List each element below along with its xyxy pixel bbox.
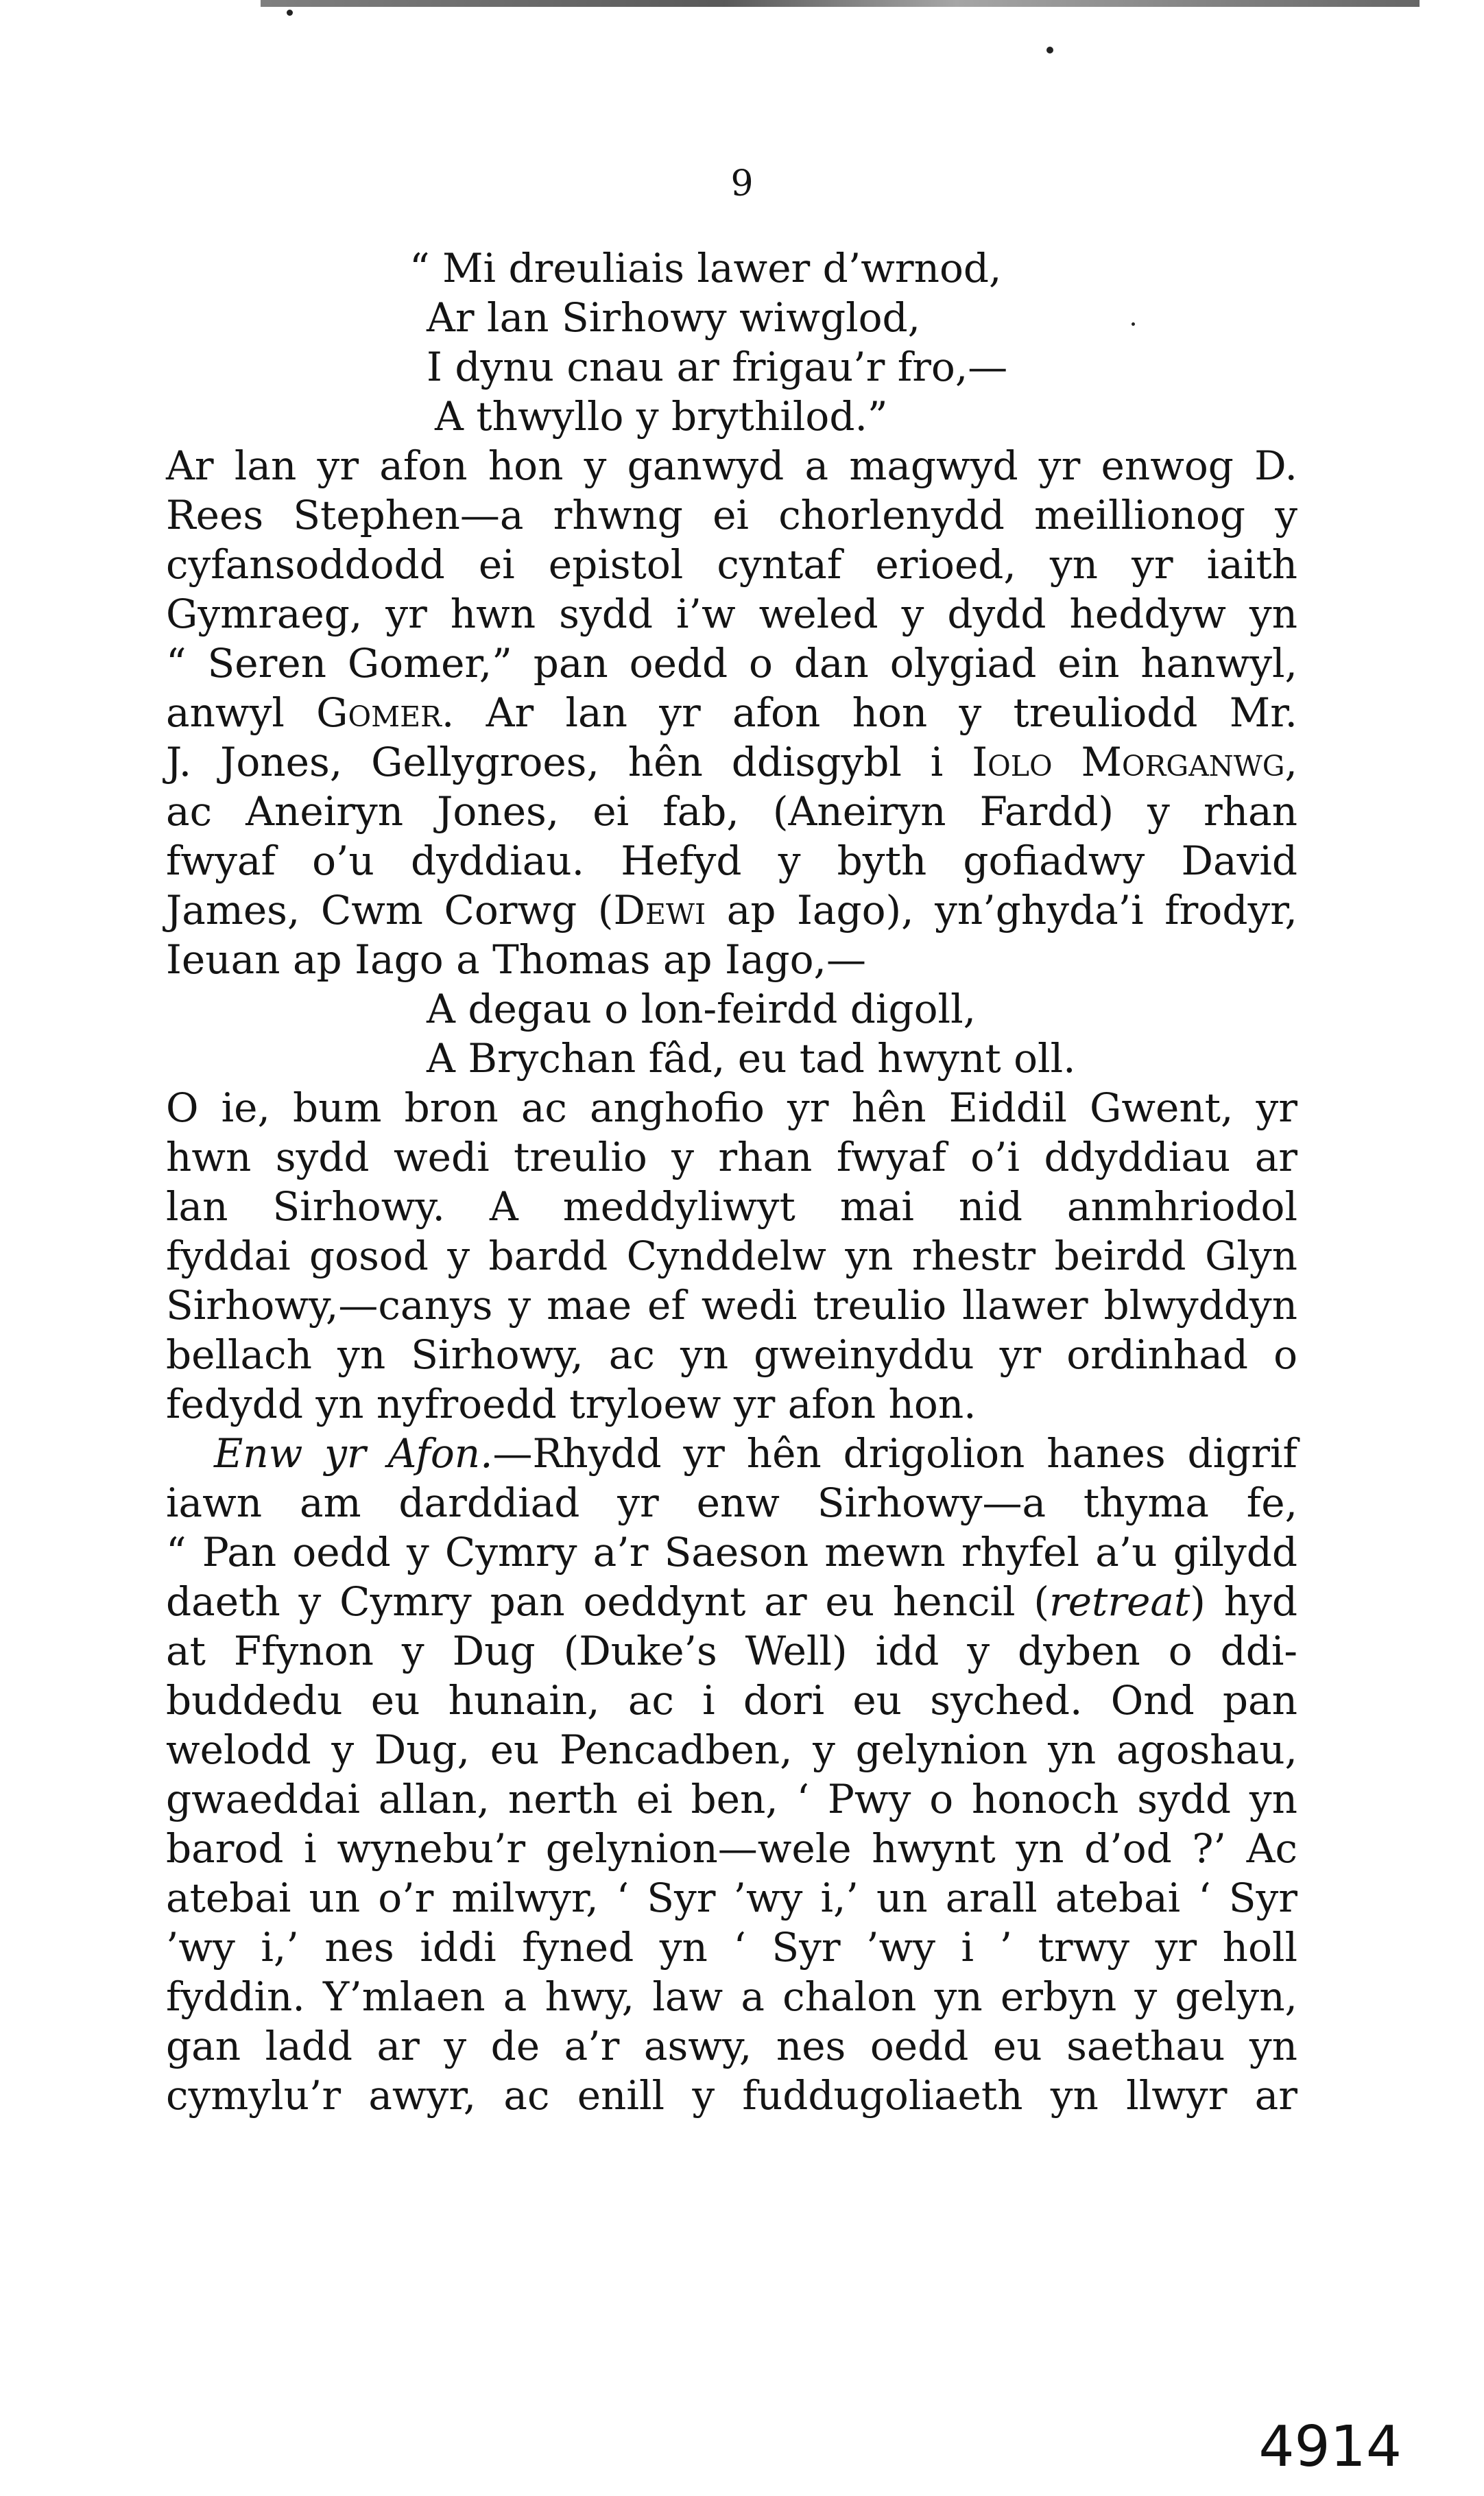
print-speck	[1046, 47, 1053, 54]
archive-id: 4914	[1258, 2414, 1402, 2480]
paragraph-line: cymylu’r awyr, ac enill y fuddugoliaeth yn llwyr ar	[166, 2072, 1297, 2119]
paragraph-line	[166, 886, 1297, 935]
name-iolo-morganwg: Iolo Morganwg	[972, 739, 1285, 785]
text-run: —Rhydd yr hên drigolion hanes digrif	[492, 1430, 1297, 1477]
text-run: ) hyd	[1190, 1578, 1297, 1625]
paragraph-line: “ Pan oedd y Cymry a’r Saeson mewn rhyfel a’u gilydd	[166, 1529, 1297, 1576]
verse-line: A thwyllo y brythilod.”	[435, 393, 888, 440]
text-run: . Ar lan yr afon hon y treuliodd Mr.	[441, 689, 1297, 736]
paragraph-line: Ieuan ap Iago a Thomas ap Iago,—	[166, 936, 866, 983]
paragraph-line: fwyaf o’u dyddiau. Hefyd y byth gofiadwy David	[166, 837, 1297, 884]
paragraph-line: atebai un o’r milwyr, ‘ Syr ’wy i,’ un arall atebai ‘ Syr	[166, 1875, 1297, 1921]
paragraph-line: fyddin. Y’mlaen a hwy, law a chalon yn erbyn y gelyn,	[166, 1973, 1297, 2020]
text-run: ap Iago), yn’ghyda’i frodyr,	[706, 887, 1297, 934]
text-run: ,	[1284, 739, 1297, 785]
print-speck	[287, 10, 293, 16]
paragraph-line: buddedu eu hunain, ac i dori eu syched. Ond pan	[166, 1677, 1297, 1724]
paragraph-line: cyfansoddodd ei epistol cyntaf erioed, yn yr iaith	[166, 541, 1297, 588]
paragraph-line: Gymraeg, yr hwn sydd i’w weled y dydd heddyw yn	[166, 591, 1297, 637]
page-top-edge	[261, 0, 1420, 7]
paragraph-line	[166, 688, 1297, 737]
paragraph-line: at Ffynon y Dug (Duke’s Well) idd y dyben o ddi-	[166, 1628, 1297, 1674]
paragraph-line: gan ladd ar y de a’r aswy, nes oedd eu saethau yn	[166, 2023, 1297, 2069]
verse-line: I dynu cnau ar frigau’r fro,—	[427, 344, 1008, 390]
paragraph-line: Rees Stephen—a rhwng ei chorlenydd meillionog y	[166, 492, 1297, 538]
paragraph-line	[166, 1429, 1297, 1478]
paragraph-line: Sirhowy,—canys y mae ef wedi treulio llawer blwyddyn	[166, 1282, 1297, 1329]
paragraph-line: iawn am darddiad yr enw Sirhowy—a thyma fe,	[166, 1479, 1297, 1526]
section-heading: Enw yr Afon.	[214, 1430, 493, 1477]
paragraph-line: ’wy i,’ nes iddi fyned yn ‘ Syr ’wy i ’ trwy yr holl	[166, 1924, 1297, 1971]
text-run: daeth y Cymry pan oeddynt ar eu hencil (	[166, 1578, 1049, 1625]
page-number: 9	[730, 163, 754, 204]
verse-line: Ar lan Sirhowy wiwglod,	[427, 294, 921, 341]
name-gomer: Gomer	[316, 689, 442, 736]
verse-line: “ Mi dreuliais lawer d’wrnod,	[409, 245, 1002, 292]
italic-word: retreat	[1049, 1578, 1190, 1625]
paragraph-line: fyddai gosod y bardd Cynddelw yn rhestr beirdd Glyn	[166, 1233, 1297, 1279]
name-dewi: Dewi	[613, 887, 706, 934]
paragraph-line: hwn sydd wedi treulio y rhan fwyaf o’i ddyddiau ar	[166, 1134, 1297, 1180]
paragraph-line: O ie, bum bron ac anghofio yr hên Eiddil Gwent, yr	[166, 1084, 1297, 1131]
text-run: anwyl	[166, 689, 317, 736]
page-body	[166, 243, 1297, 2120]
verse-line: A degau o lon-feirdd digoll,	[427, 986, 977, 1032]
paragraph-line: ac Aneiryn Jones, ei fab, (Aneiryn Fardd) y rhan	[166, 788, 1297, 835]
paragraph-line: barod i wynebu’r gelynion—wele hwynt yn d’od ?’ Ac	[166, 1825, 1297, 1872]
paragraph-line: “ Seren Gomer,” pan oedd o dan olygiad ein hanwyl,	[166, 640, 1297, 687]
paragraph-line: gwaeddai allan, nerth ei ben, ‘ Pwy o honoch sydd yn	[166, 1776, 1297, 1822]
paragraph-line: fedydd yn nyfroedd tryloew yr afon hon.	[166, 1381, 977, 1427]
verse-line: A Brychan fâd, eu tad hwynt oll.	[427, 1035, 1076, 1082]
paragraph-line	[166, 737, 1297, 787]
text-run: James, Cwm Corwg (	[166, 887, 614, 934]
paragraph-line: lan Sirhowy. A meddyliwyt mai nid anmhriodol	[166, 1183, 1297, 1230]
paragraph-line	[166, 1577, 1297, 1626]
paragraph-line: bellach yn Sirhowy, ac yn gweinyddu yr ordinhad o	[166, 1331, 1297, 1378]
paragraph-line: Ar lan yr afon hon y ganwyd a magwyd yr enwog D.	[166, 442, 1297, 489]
text-run: J. Jones, Gellygroes, hên ddisgybl i	[166, 739, 972, 785]
paragraph-line: welodd y Dug, eu Pencadben, y gelynion yn agoshau,	[166, 1726, 1297, 1773]
